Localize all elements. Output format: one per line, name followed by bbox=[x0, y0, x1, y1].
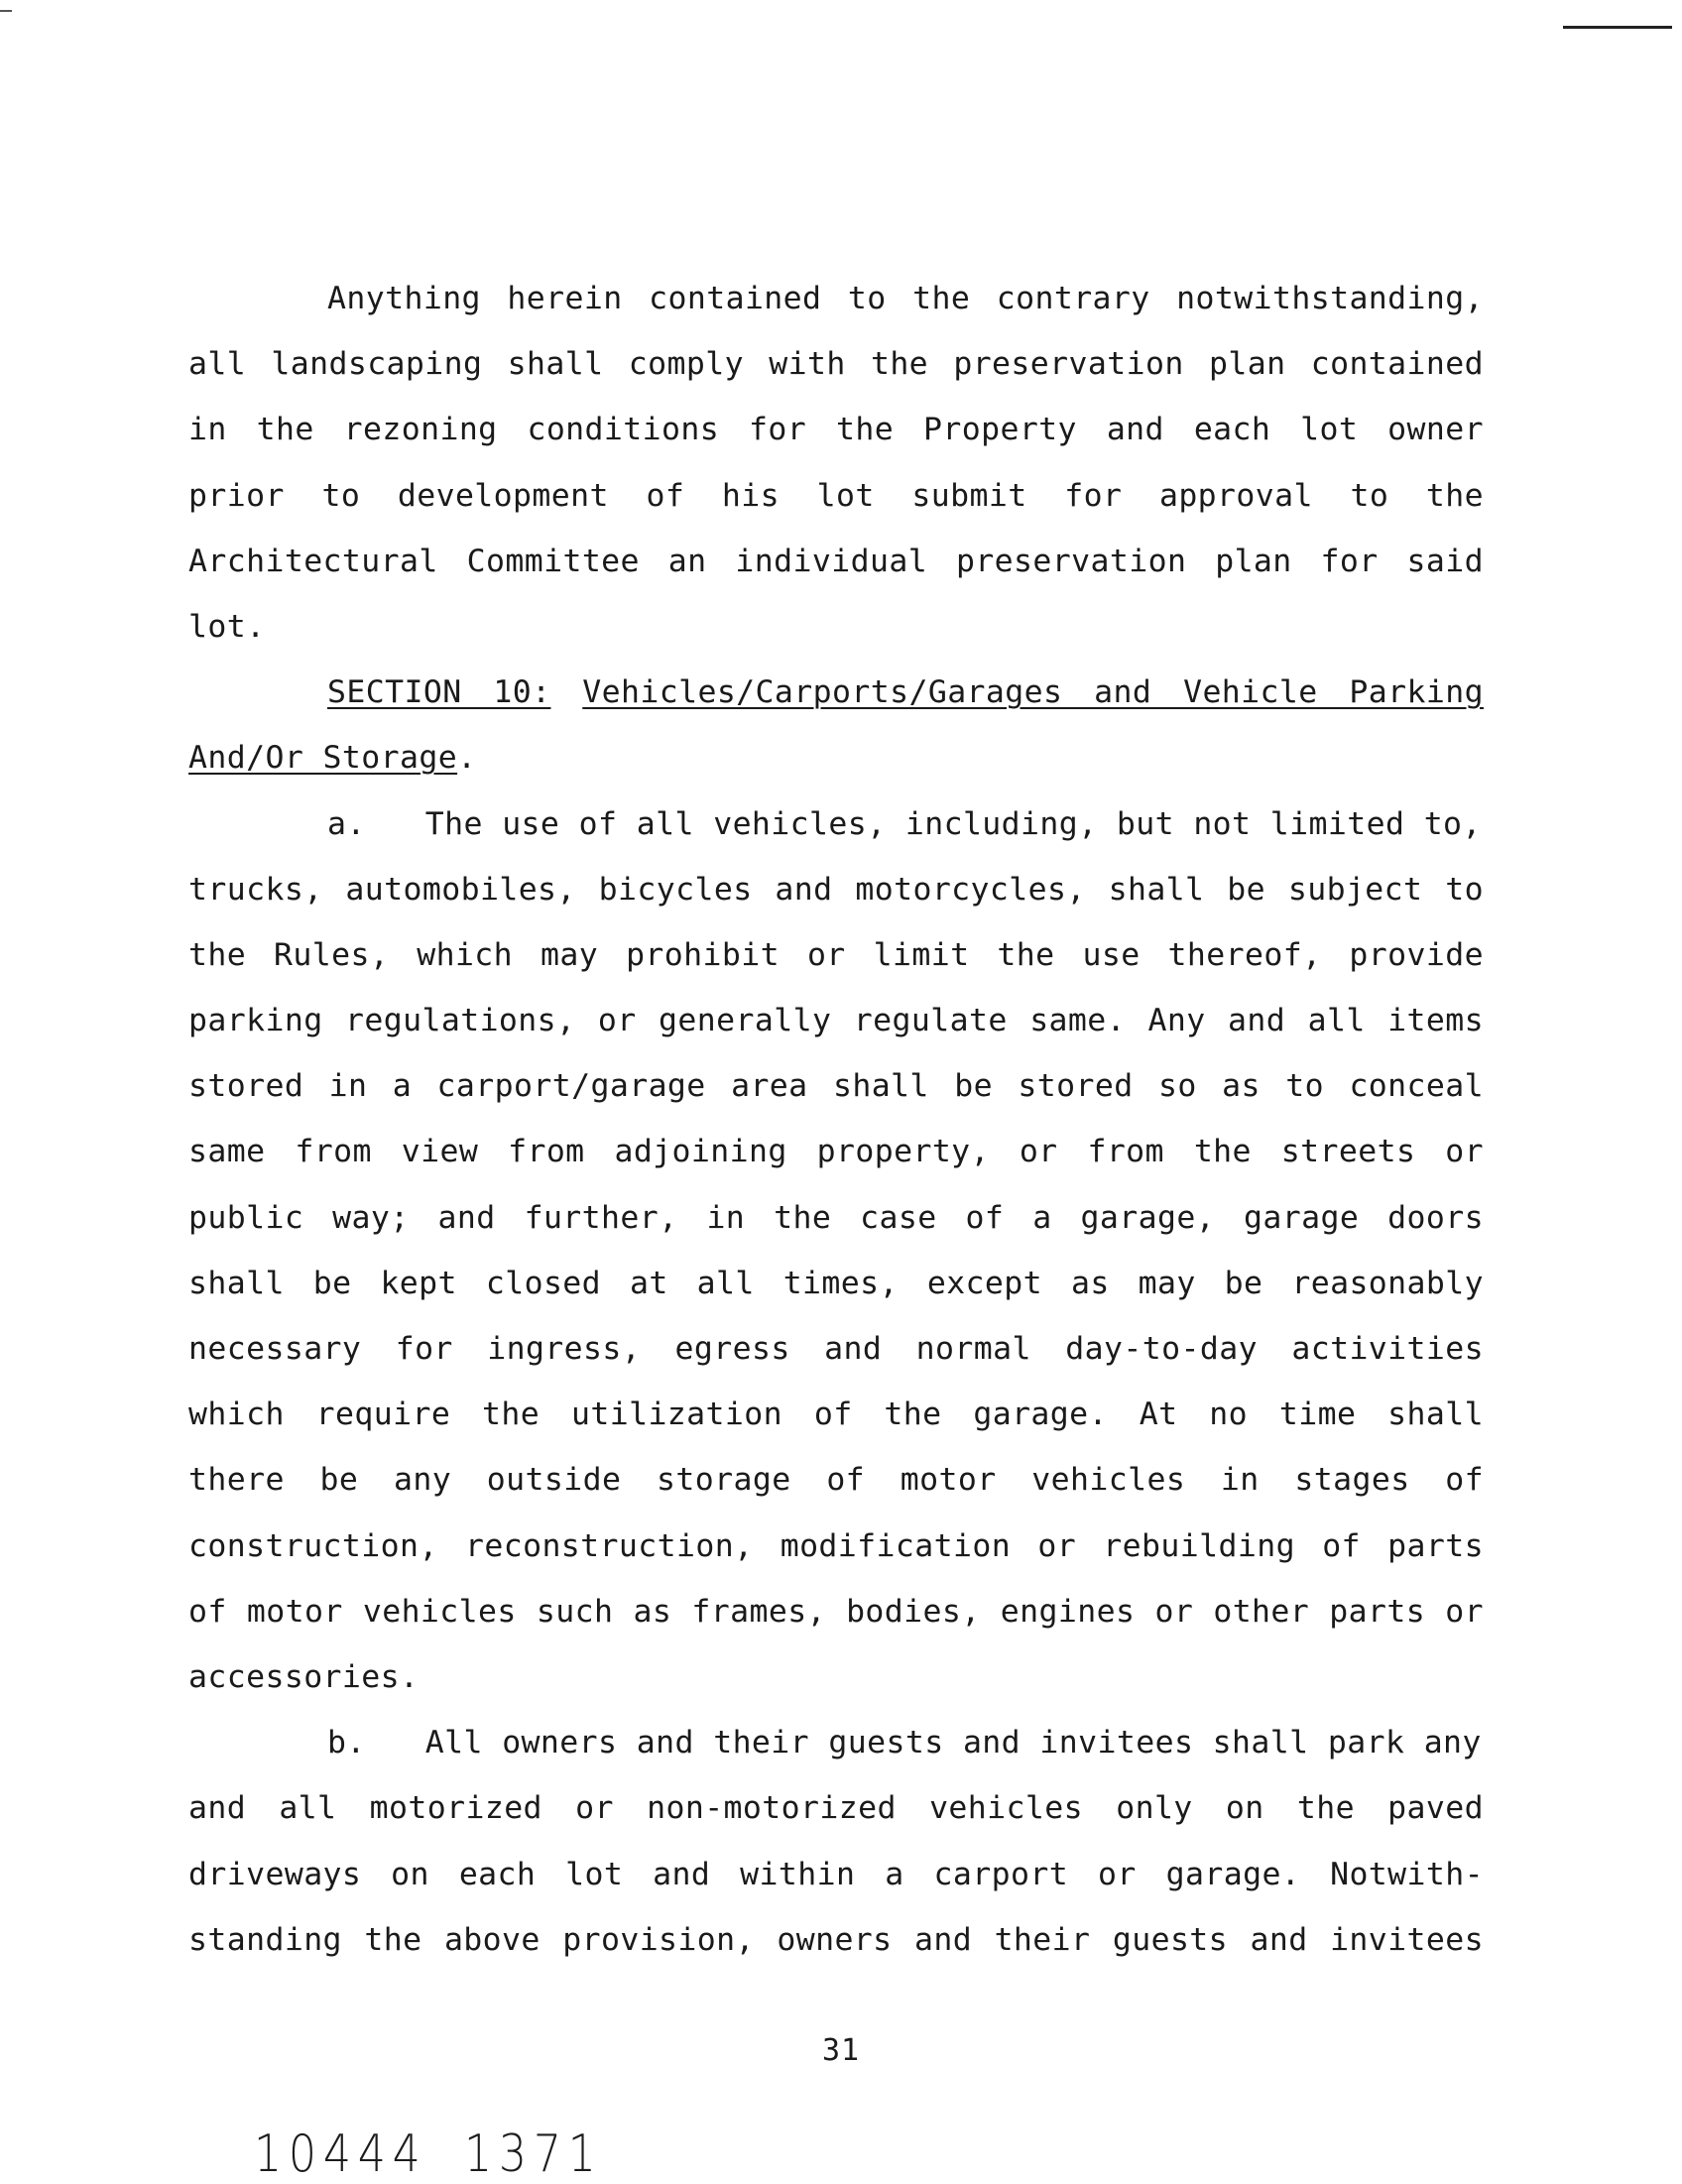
paragraph-line: Anything herein contained to the contrary notwithstanding, bbox=[327, 281, 1484, 316]
page-number: 31 bbox=[821, 2033, 861, 2068]
paragraph-line: of motor vehicles such as frames, bodies, engines or other parts or bbox=[188, 1593, 1484, 1630]
paragraph-line: shall be kept closed at all times, except as may be reasonably bbox=[188, 1265, 1484, 1301]
scan-edge-mark bbox=[1563, 26, 1672, 29]
paragraph-line: prior to development of his lot submit for approval to the bbox=[188, 477, 1484, 514]
paragraph-line: stored in a carport/garage area shall be stored so as to conceal bbox=[188, 1068, 1484, 1105]
section-label: SECTION 10: bbox=[327, 674, 551, 711]
paragraph-line: necessary for ingress, egress and normal day-to-day activities bbox=[188, 1331, 1484, 1367]
paragraph-line: All owners and their guests and invitees shall park any bbox=[424, 1725, 1482, 1761]
paragraph-line: construction, reconstruction, modification or rebuilding of parts bbox=[188, 1527, 1484, 1564]
section-title: Vehicles/Carports/Garages and Vehicle Parking bbox=[582, 674, 1484, 711]
recording-stamp-page: 1371 bbox=[464, 2124, 603, 2184]
paragraph-line: driveways on each lot and within a carport or garage. Notwith- bbox=[188, 1856, 1484, 1892]
recording-stamp-book: 10444 bbox=[254, 2124, 427, 2184]
paragraph-line: same from view from adjoining property, or from the streets or bbox=[188, 1134, 1484, 1170]
paragraph-line: public way; and further, in the case of a garage, garage doors bbox=[188, 1199, 1484, 1236]
subsection-marker: b. bbox=[327, 1725, 366, 1761]
subsection-marker: a. bbox=[327, 805, 366, 842]
paragraph-line: lot. bbox=[188, 608, 266, 645]
section-heading bbox=[188, 660, 1484, 725]
paragraph-line: in the rezoning conditions for the Property and each lot owner bbox=[188, 412, 1484, 448]
paragraph-line: and all motorized or non-motorized vehicles only on the paved bbox=[188, 1790, 1484, 1827]
paragraph-line: there be any outside storage of motor vehicles in stages of bbox=[188, 1462, 1484, 1499]
paragraph-line: The use of all vehicles, including, but not limited to, bbox=[424, 805, 1482, 842]
paragraph-line: trucks, automobiles, bicycles and motorcycles, shall be subject to bbox=[188, 871, 1484, 908]
section-heading-continued bbox=[188, 725, 1484, 790]
paragraph-line: Architectural Committee an individual preservation plan for said bbox=[188, 543, 1484, 579]
section-title-period: . bbox=[457, 740, 477, 777]
subsection-a-first-line bbox=[188, 791, 1484, 857]
section-title-continued: And/Or Storage bbox=[188, 740, 458, 777]
paragraph-line: standing the above provision, owners and their guests and invitees bbox=[188, 1921, 1484, 1958]
paragraph-line: parking regulations, or generally regulate same. Any and all items bbox=[188, 1003, 1484, 1039]
subsection-b-first-line bbox=[188, 1710, 1484, 1775]
paragraph-line: the Rules, which may prohibit or limit the use thereof, provide bbox=[188, 936, 1484, 973]
paragraph-line: all landscaping shall comply with the preservation plan contained bbox=[188, 346, 1484, 383]
scan-edge-mark bbox=[0, 10, 12, 12]
document-body bbox=[188, 266, 1484, 1973]
paragraph-line: which require the utilization of the garage. At no time shall bbox=[188, 1396, 1484, 1433]
paragraph-line: accessories. bbox=[188, 1658, 420, 1695]
